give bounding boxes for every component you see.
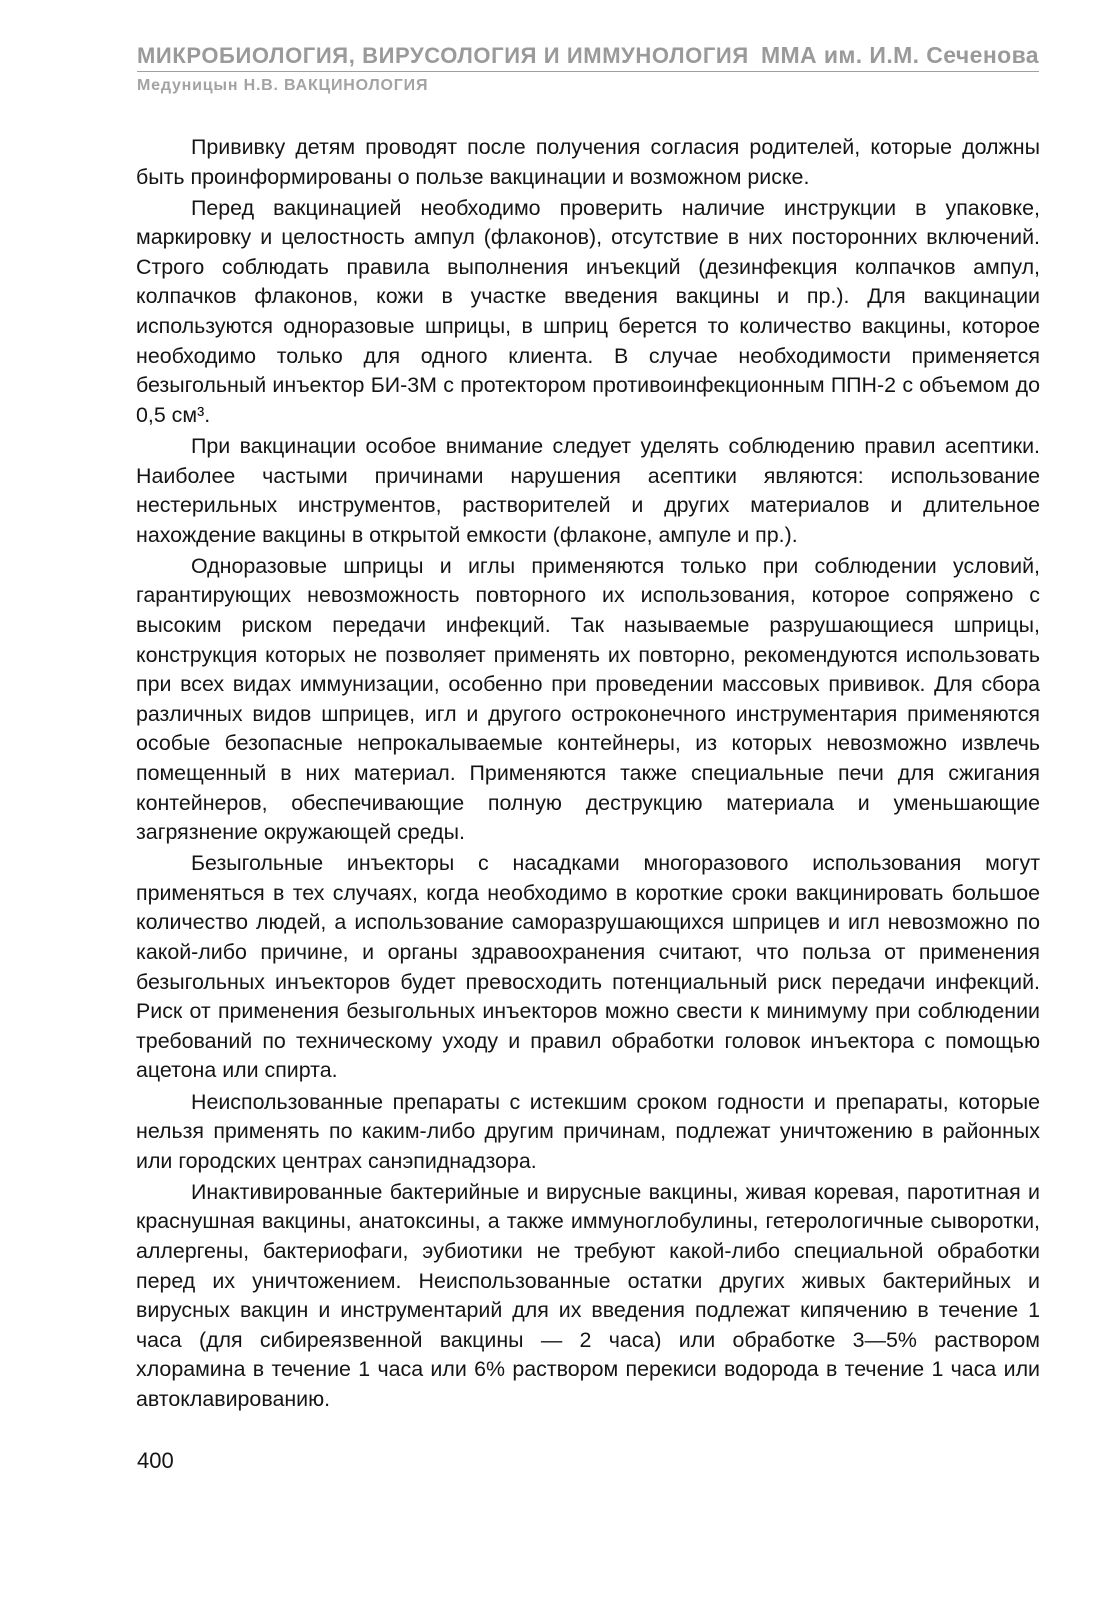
institution-name: ММА им. И.М. Сеченова — [760, 42, 1039, 68]
page-body — [136, 133, 1040, 1416]
header-divider — [137, 71, 1039, 72]
running-head-line — [137, 42, 1039, 69]
page-number: 400 — [137, 1448, 174, 1473]
paragraph: При вакцинации особое внимание следует уделять соблюдению правил асептики. Наиболее частыми причинами нарушения асептики являются: использование нестерильных инструментов, растворителей и других материалов и длительное нахождение вакцины в открытой емкости (флаконе, ампуле и пр.). — [136, 433, 1040, 547]
paragraph: Перед вакцинацией необходимо проверить наличие инструкции в упаковке, маркировку и целостность ампул (флаконов), отсутствие в них посторонних включений. Строго соблюдать правила выполнения инъекций (дезинфекция колпачков ампул, колпачков флаконов, кожи в участке введения вакцины и пр.). Для вакцинации используются одноразовые шприцы, в шприц берется то количество вакцины, которое необходимо только для одного клиента. В случае необходимости применяется безыгольный инъектор БИ-3М с протектором противоинфекционным ППН-2 с объемом до 0,5 см³. — [136, 195, 1040, 427]
paragraph: Инактивированные бактерийные и вирусные вакцины, живая коревая, паротитная и краснушная вакцины, анатоксины, а также иммуноглобулины, гетерологичные сыворотки, аллергены, бактериофаги, эубиотики не требуют какой-либо специальной обработки перед их уничтожением. Неиспользованные остатки других живых бактерийных и вирусных вакцин и инструментарий для их введения подлежат кипячению в течение 1 часа (для сибиреязвенной вакцины — 2 часа) или обработке 3—5% раствором хлорамина в течение 1 часа или 6% раствором перекиси водорода в течение 1 часа или автоклавированию. — [136, 1179, 1040, 1411]
book-title: МИКРОБИОЛОГИЯ, ВИРУСОЛОГИЯ И ИММУНОЛОГИЯ — [137, 43, 749, 68]
running-head — [137, 42, 1039, 95]
paragraph: Неиспользованные препараты с истекшим сроком годности и препараты, которые нельзя применять по каким-либо другим причинам, подлежат уничтожению в районных или городских центрах санэпиднадзора. — [136, 1089, 1040, 1173]
paragraph: Одноразовые шприцы и иглы применяются только при соблюдении условий, гарантирующих невозможность повторного их использования, которое сопряжено с высоким риском передачи инфекций. Так называемые разрушающиеся шприцы, конструкция которых не позволяет применять их повторно, рекомендуются использовать при всех видах иммунизации, особенно при проведении массовых прививок. Для сбора различных видов шприцев, игл и другого остроконечного инструментария применяются особые безопасные непрокалываемые контейнеры, из которых невозможно извлечь помещенный в них материал. Применяются также специальные печи для сжигания контейнеров, обеспечивающие полную деструкцию материала и уменьшающие загрязнение окружающей среды. — [136, 553, 1040, 845]
paragraph: Прививку детям проводят после получения согласия родителей, которые должны быть проинформированы о пользе вакцинации и возможном риске. — [136, 135, 1040, 189]
author-chapter: Медуницын Н.В. ВАКЦИНОЛОГИЯ — [137, 77, 429, 94]
paragraph: Безыгольные инъекторы с насадками многоразового использования могут применяться в тех случаях, когда необходимо в короткие сроки вакцинировать большое количество людей, а использование саморазрушающихся шприцев и игл невозможно по какой-либо причине, и органы здравоохранения считают, что польза от применения безыгольных инъекторов будет превосходить потенциальный риск передачи инфекций. Риск от применения безыгольных инъекторов можно свести к минимуму при соблюдении требований по техническому уходу и правил обработки головок инъектора с помощью ацетона или спирта. — [136, 851, 1040, 1083]
